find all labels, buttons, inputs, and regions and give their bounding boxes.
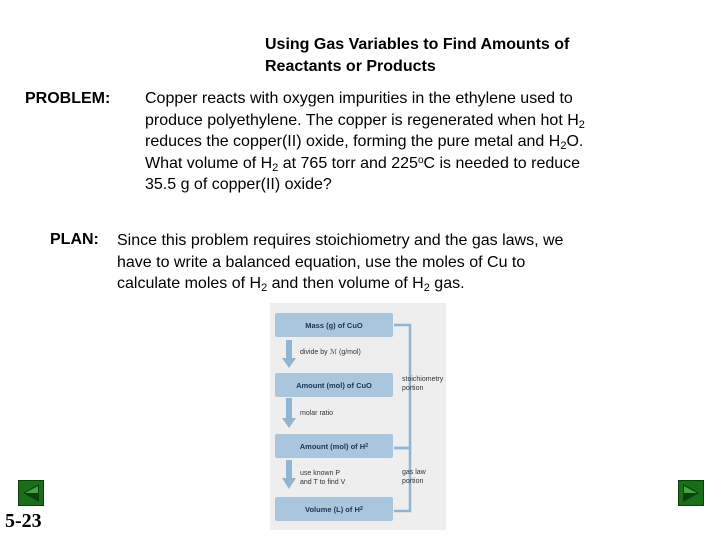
flow-box-moles-h2: Amount (mol) of H 2 [275, 434, 393, 458]
slide-title [265, 34, 685, 78]
flow-box-mass-cuo: Mass (g) of CuO [275, 313, 393, 337]
plan-label: PLAN: [50, 231, 99, 248]
problem-line-2: produce polyethylene. The copper is regenerated when hot $H_2$ [145, 111, 585, 131]
plan-line-2: have to write a balanced equation, use the moles of Cu to [117, 253, 526, 271]
flow-diagram [270, 303, 446, 530]
arrow-right-icon [679, 481, 703, 505]
flow-step-divide: divide by ℳ (g/mol) [300, 349, 361, 356]
flow-arrows [270, 303, 446, 530]
arrow-left-icon [19, 481, 43, 505]
plan-line-1: Since this problem requires stoichiometry and the gas laws, we [117, 232, 564, 249]
plan-line-3: calculate moles of $H_2$ and then volume of $H_2$ gas. [117, 275, 465, 294]
plan-text [117, 230, 677, 295]
problem-line-3: reduces the copper(II) oxide, forming the pure metal and $H_2O$. [145, 133, 584, 152]
problem-line-4: What volume of $H_2$ at 765 torr and 225$^o$C is needed to reduce [145, 154, 581, 174]
problem-text [145, 88, 685, 196]
flow-step-gas-law: use known P and T to find V [300, 470, 346, 486]
flow-box-volume-h2: Volume (L) of H 2 [275, 497, 393, 521]
previous-slide-button[interactable] [18, 480, 44, 506]
next-slide-button[interactable] [678, 480, 704, 506]
problem-line-5: 35.5 g of copper(II) oxide? [145, 176, 332, 193]
problem-label: PROBLEM: [25, 90, 111, 107]
title-line-2: Reactants or Products [265, 58, 436, 75]
flow-box-moles-cuo: Amount (mol) of CuO [275, 373, 393, 397]
problem-line-1: Copper reacts with oxygen impurities in the ethylene used to [145, 90, 573, 107]
slide-number: 5-23 [5, 510, 42, 532]
title-line-1: Using Gas Variables to Find Amounts of [265, 36, 570, 53]
gas-law-portion-label: gas law portion [402, 469, 426, 485]
flow-step-molar-ratio: molar ratio [300, 410, 334, 417]
stoichiometry-portion-label: stoichiometry portion [402, 376, 444, 392]
